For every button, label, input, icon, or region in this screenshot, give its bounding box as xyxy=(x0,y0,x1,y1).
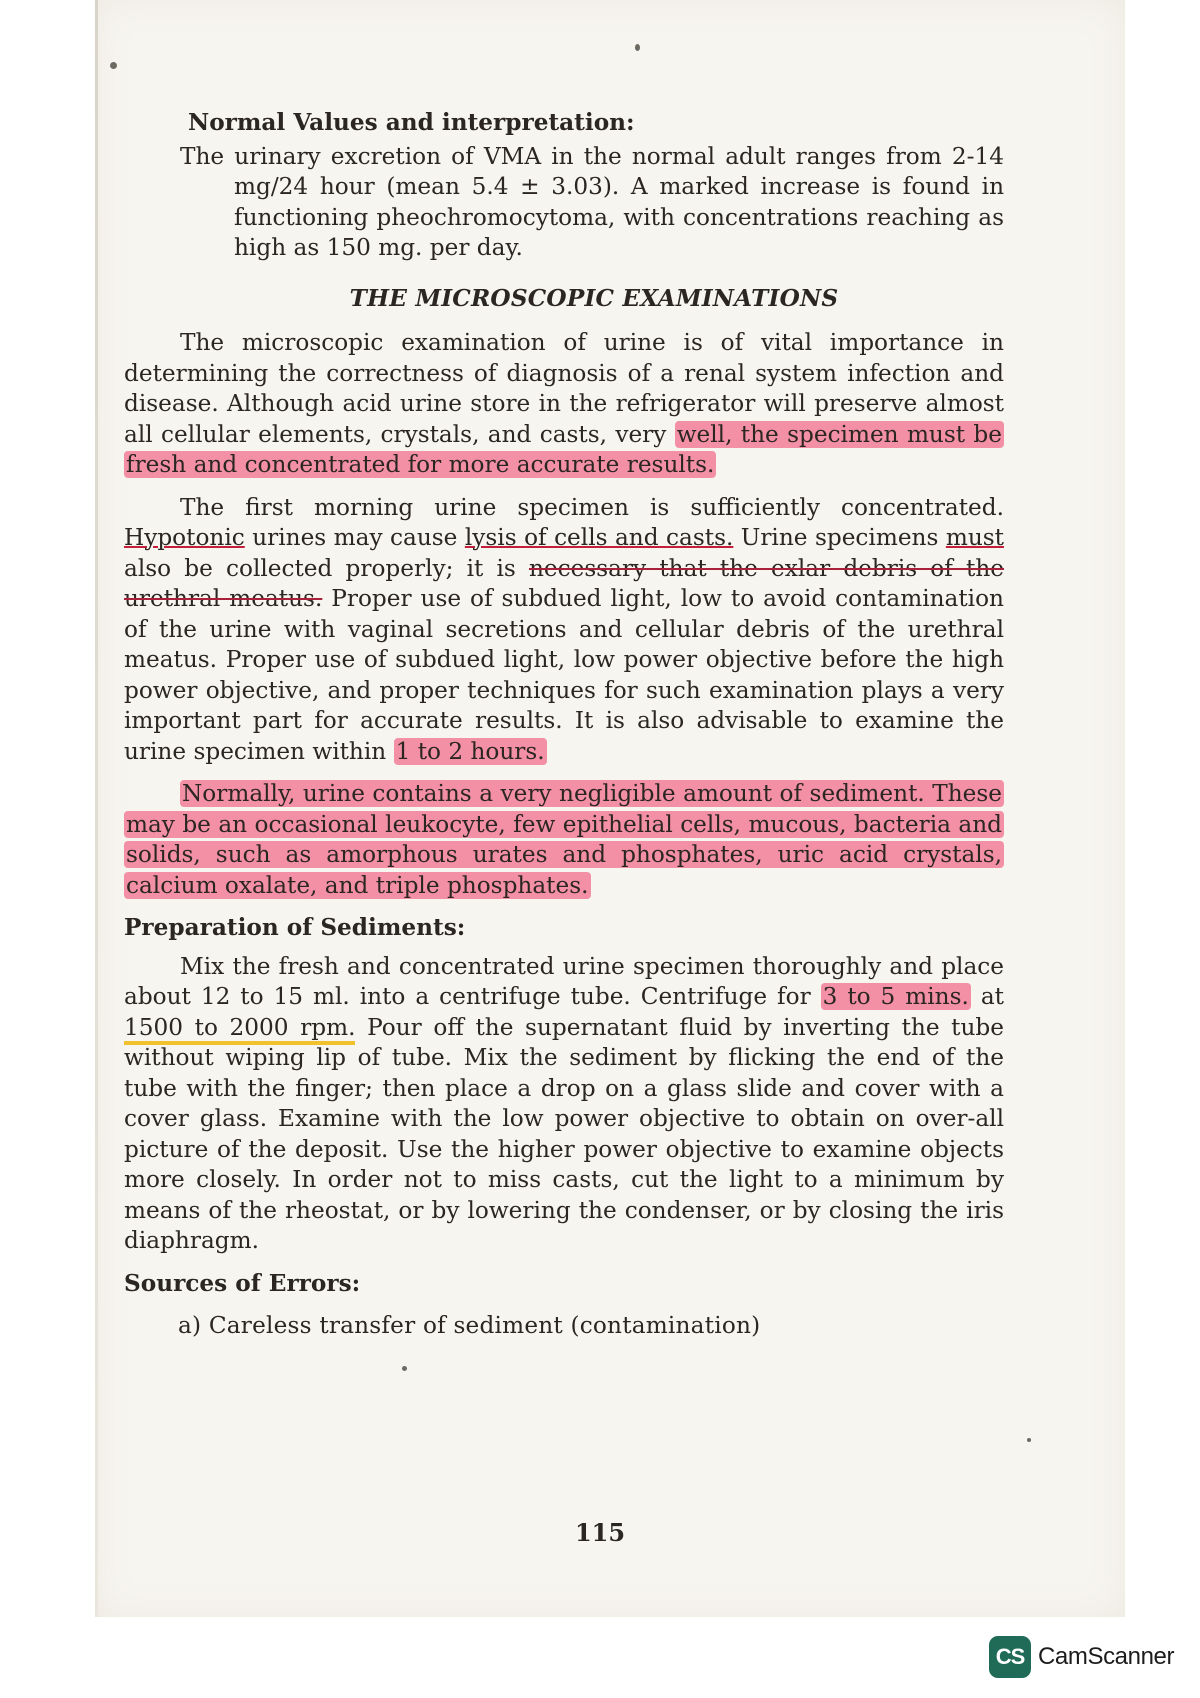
paragraph-text: Mix the fresh and concentrated urine specimen thoroughly and place about 12 to 15 ml. into a centrifuge tube. Centrifuge for xyxy=(124,952,1004,1010)
error-item-a: a) Careless transfer of sediment (contamination) xyxy=(178,1312,761,1339)
heading-normal-values: Normal Values and interpretation: xyxy=(188,109,635,136)
camscanner-logo-icon: CS xyxy=(989,1636,1031,1678)
scan-speck xyxy=(1027,1438,1031,1442)
paragraph-text: The microscopic examination of urine is of vital importance in determining the correctness of diagnosis of a renal system infection and disease. Although acid urine store in the refrigerator will preserve almost all cellular elements, crystals, and casts, very xyxy=(124,329,1004,448)
underlined-text: lysis of cells and casts. xyxy=(464,524,734,551)
page-number: 115 xyxy=(574,1518,626,1547)
paragraph-text: Urine specimens xyxy=(733,524,946,551)
underlined-text: must xyxy=(945,524,1004,551)
camscanner-watermark xyxy=(989,1635,1174,1679)
highlighted-text: Normally, urine contains a very negligible amount of sediment. These may be an occasional leukocyte, few epithelial cells, mucous, bacteria and solids, such as amorphous urates and phosphates, uric acid crystals, calcium oxalate, and triple phosphates. xyxy=(126,780,1002,899)
highlighted-text: 1 to 2 hours. xyxy=(395,737,545,765)
highlighted-text: 3 to 5 mins. xyxy=(822,983,969,1010)
scan-speck xyxy=(635,44,640,51)
scan-speck xyxy=(110,62,117,69)
camscanner-brand: CamScanner xyxy=(1038,1643,1175,1670)
paragraph-text: at xyxy=(970,983,1004,1010)
paragraph-microscopic xyxy=(124,328,1004,481)
paragraph-text: Proper use of subdued light, low to avoid contamination of the urine with vaginal secretions and cellular debris of the urethral meatus. Proper use of subdued light, low power objective before the high power objective, and proper techniques for such examination plays a very important part for accurate results. It is also advisable to examine the urine specimen within xyxy=(124,585,1004,765)
heading-errors: Sources of Errors: xyxy=(124,1269,361,1297)
page-left-edge xyxy=(95,0,98,1617)
paragraph-first-morning xyxy=(124,493,1004,768)
struck-text: necessary that the exlar debris of the urethral meatus. xyxy=(124,554,1004,612)
paragraph-preparation xyxy=(124,952,1004,1257)
yellow-underlined-text: 1500 to 2000 rpm. xyxy=(124,1014,355,1045)
paragraph-sediment xyxy=(124,779,1004,901)
section-title: THE MICROSCOPIC EXAMINATIONS xyxy=(349,284,839,312)
paragraph-text: also be collected properly; it is xyxy=(124,554,529,582)
vma-paragraph: The urinary excretion of VMA in the normal adult ranges from 2-14 mg/24 hour (mean 5.4 ± 3.03). A marked increase is found in functioning pheochromocytoma, with concentrations reaching as high as 150 mg. per day. xyxy=(180,142,1004,261)
paragraph-text: The first morning urine specimen is sufficiently concentrated. xyxy=(180,493,1004,521)
underlined-text: Hypotonic xyxy=(124,524,245,551)
heading-preparation: Preparation of Sediments: xyxy=(124,914,466,941)
paragraph-text: urines may cause xyxy=(244,524,465,551)
page-body xyxy=(124,100,1004,1342)
scan-speck xyxy=(402,1366,407,1371)
paragraph-text: Pour off the supernatant fluid by inverting the tube without wiping lip of tube. Mix the sediment by flicking the end of the tube with the finger; then place a drop on a glass slide and cover with a cover glass. Examine with the low power objective to obtain on over-all picture of the deposit. Use the higher power objective to examine objects more closely. In order not to miss casts, cut the light to a minimum by means of the rheostat, or by lowering the condenser, or by closing the iris diaphragm. xyxy=(124,1013,1004,1254)
highlighted-text: well, the specimen must be fresh and concentrated for more accurate results. xyxy=(126,420,1002,478)
